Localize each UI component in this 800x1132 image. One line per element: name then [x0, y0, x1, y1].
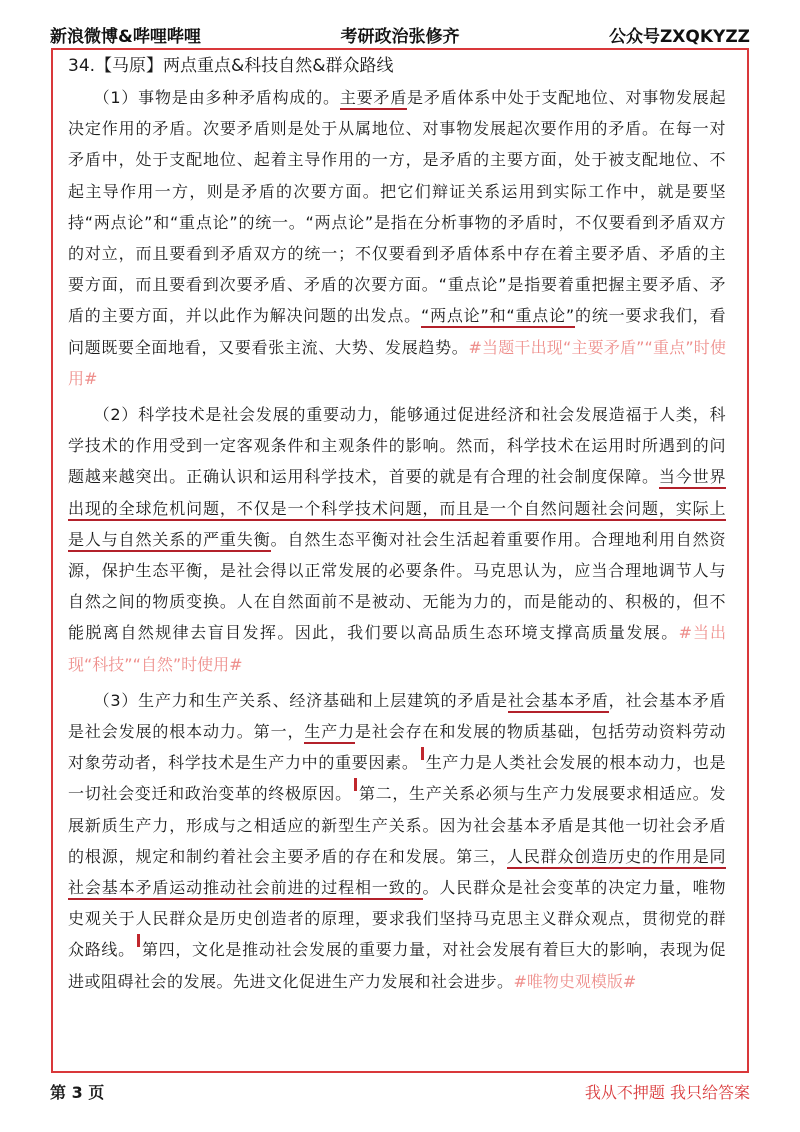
- p2-text-2: 。自然生态平衡对社会生活起着重要作用。合理地利用自然资源，保护生态平衡，是社会得以正常发展的必要条件。马克思认为，应当合理地调节人与自然之间的物质变换。人在自然面前不是被动、无能为力的，而是能动的、积极的，但不能脱离自然规律去盲目发挥。因此，我们要以高品质生态环境支撑高质量发展。: [68, 529, 726, 643]
- header-social: 新浪微博&哔哩哔哩: [50, 27, 201, 47]
- p3-text-1: （3）生产力和生产关系、经济基础和上层建筑的矛盾是: [93, 690, 508, 710]
- p3-underline-1: 社会基本矛盾: [508, 691, 609, 713]
- answer-point-3: [68, 685, 726, 997]
- p3-underline-2: 生产力: [304, 722, 355, 744]
- p3-usage-tag: #唯物史观模版#: [513, 971, 637, 991]
- header-account: 公众号ZXQKYZZ: [608, 27, 750, 47]
- question-content: [68, 52, 726, 1002]
- header-title: 考研政治张修齐: [340, 27, 460, 47]
- p1-text-2: 是矛盾体系中处于支配地位、对事物发展起决定作用的矛盾。次要矛盾则是处于从属地位、对事物发展起次要作用的矛盾。在每一对矛盾中，处于支配地位、起着主导作用的一方，是矛盾的主要方面，处于被支配地位、不起主导作用一方，则是矛盾的次要方面。把它们辩证关系运用到实际工作中，就是要坚持“两点论”和“重点论”的统一。“两点论”是指在分析事物的矛盾时，不仅要看到矛盾双方的对立，而且要看到矛盾双方的统一；不仅要看到矛盾体系中存在着主要矛盾、矛盾的主要方面，而且要看到次要矛盾、矛盾的次要方面。“重点论”是指要着重把握主要矛盾、矛盾的主要方面，并以此作为解决问题的出发点。: [68, 88, 726, 326]
- p1-underline-2: “两点论”和“重点论”: [421, 306, 575, 328]
- p1-usage-tag: #当题干出现“主要矛盾”“重点”时使用#: [68, 337, 726, 388]
- page-number: 第 3 页: [50, 1083, 105, 1102]
- p1-underline-1: 主要矛盾: [340, 88, 407, 110]
- p1-text-1: （1）事物是由多种矛盾构成的。: [93, 88, 340, 107]
- answer-point-2: [68, 399, 726, 680]
- p3-text-3: 是社会存在和发展的物质基础，包括劳动资料劳动对象劳动者，科学技术是生产力中的重要因素。: [68, 722, 726, 773]
- page-header: [50, 22, 750, 48]
- p3-text-7: 第四，文化是推动社会发展的重要力量，对社会发展有着巨大的影响，表现为促进或阻碍社会的发展。先进文化促进生产力发展和社会进步。: [68, 940, 726, 991]
- p1-text-3: 的统一要求我们，看问题既要全面地看，又要看张主流、大势、发展趋势。: [68, 306, 726, 357]
- bracket-mark-2: [137, 934, 140, 947]
- p3-text-5: 第二，生产关系必须与生产力发展要求相适应。发展新质生产力，形成与之相适应的新型生产关系。因为社会基本矛盾是其他一切社会矛盾的根源，规定和制约着社会主要矛盾的存在和发展。第三，: [68, 784, 726, 866]
- p2-underline-1: 当今世界出现的全球危机问题，不仅是一个科学技术问题，而且是一个自然问题社会问题，实际上是人与自然关系的严重失衡: [68, 467, 726, 551]
- p3-text-6: 。人民群众是社会变革的决定力量，唯物史观关于人民群众是历史创造者的原理，要求我们坚持马克思主义群众观点，贯彻党的群众路线。: [68, 878, 726, 960]
- p2-usage-tag: #当出现“科技”“自然”时使用#: [68, 623, 726, 674]
- p2-text-1: （2）科学技术是社会发展的重要动力，能够通过促进经济和社会发展造福于人类，科学技术的作用受到一定客观条件和主观条件的影响。然而，科学技术在运用时所遇到的问题越来越突出。正确认识和运用科学技术，首要的就是有合理的社会制度保障。: [68, 405, 726, 487]
- p3-text-4: 生产力是人类社会发展的根本动力，也是一切社会变迁和政治变革的终极原因。: [68, 753, 726, 804]
- p3-text-2: ，社会基本矛盾是社会发展的根本动力。第一，: [68, 690, 726, 742]
- answer-point-1: [68, 82, 726, 394]
- question-title: 34.【马原】两点重点&科技自然&群众路线: [68, 56, 394, 76]
- bracket-mark-close: [354, 778, 357, 791]
- footer-slogan: 我从不押题 我只给答案: [584, 1083, 750, 1102]
- p3-underline-3: 人民群众创造历史的作用是同社会基本矛盾运动推动社会前进的过程相一致的: [68, 847, 726, 900]
- bracket-mark-open: [421, 747, 424, 760]
